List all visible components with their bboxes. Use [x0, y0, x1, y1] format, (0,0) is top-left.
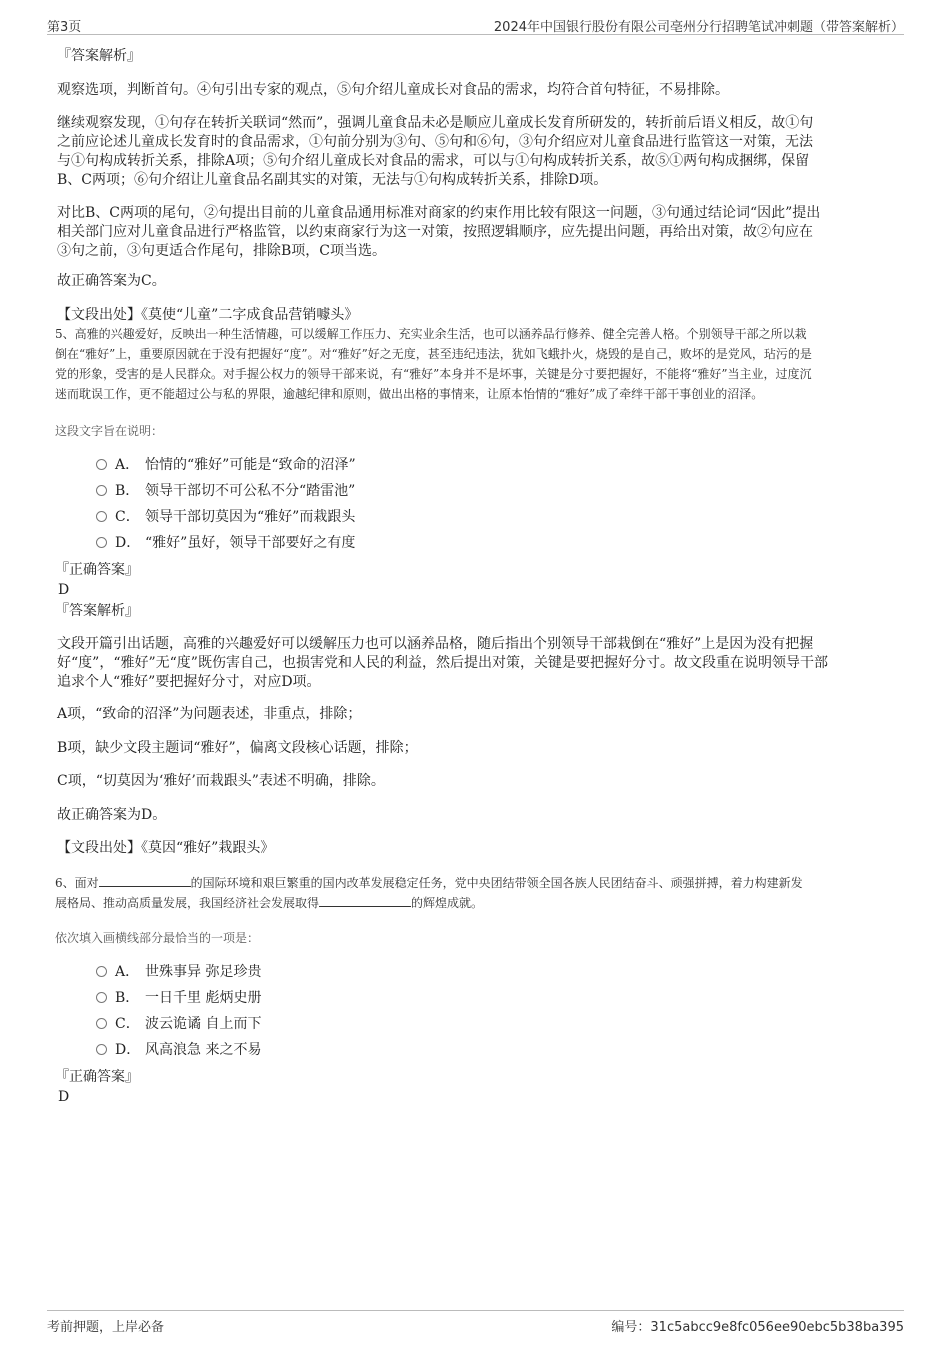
analysis-label: 『答案解析』 [57, 48, 141, 64]
radio-icon[interactable] [96, 459, 107, 470]
page-header [47, 12, 904, 35]
correct-answer: D [58, 582, 70, 598]
text-line: 相关部门应对儿童食品进行严格监管，以约束商家行为这一对策，按照逻辑顺序，应先提出问题，再给出对策，故②句应在 [57, 224, 813, 240]
option-b[interactable] [96, 481, 355, 501]
correct-answer-label: 『正确答案』 [55, 562, 139, 578]
source-citation: 【文段出处】《莫使“儿童”二字成食品营销噱头》 [57, 307, 359, 323]
option-text: 世殊事异 弥足珍贵 [145, 964, 262, 980]
option-letter: D． [115, 1042, 141, 1058]
analysis-paragraph [57, 114, 892, 190]
text-line: 好“度”，“雅好”无“度”既伤害自己，也损害党和人民的利益，然后提出对策，关键是要把握好分寸。故文段重在说明领导干部 [57, 655, 828, 671]
option-letter: C． [115, 1016, 140, 1032]
option-text: “雅好”虽好，领导干部要好之有度 [145, 535, 356, 551]
conclusion-text: 故正确答案为C。 [57, 273, 166, 289]
analysis-paragraph [57, 635, 892, 692]
correct-answer: D [58, 1089, 70, 1105]
analysis-paragraph [57, 204, 892, 261]
option-d[interactable] [96, 533, 355, 553]
text-line: 对比B、C两项的尾句，②句提出目前的儿童食品通用标准对商家的约束作用比较有限这一问题，③句通过结论词“因此”提出 [57, 205, 821, 221]
text-line: B、C两项；⑥句介绍让儿童食品名副其实的对策，无法与①句构成转折关系，排除D项。 [57, 172, 608, 188]
stem-text: 的国际环境和艰巨繁重的国内改革发展稳定任务，党中央团结带领全国各族人民团结奋斗、顽强拼搏，着力构建新发 [190, 876, 803, 890]
stem-text: 6、面对 [55, 876, 99, 890]
text-line: 倒在“雅好”上，重要原因就在于没有把握好“度”。对“雅好”好之无度，甚至违纪违法，犹如飞蛾扑火，烧毁的是自己，败坏的是党风，玷污的是 [55, 347, 812, 361]
option-a[interactable] [96, 455, 356, 475]
conclusion-text: 故正确答案为D。 [57, 807, 167, 823]
option-letter: B． [115, 483, 140, 499]
option-c[interactable] [96, 1014, 261, 1034]
text-line [55, 873, 895, 893]
radio-icon[interactable] [96, 1044, 107, 1055]
option-text: 怡情的“雅好”可能是“致命的沼泽” [145, 457, 356, 473]
option-a[interactable] [96, 962, 261, 982]
option-text: 一日千里 彪炳史册 [145, 990, 262, 1006]
option-letter: A． [115, 457, 140, 473]
question-prompt: 依次填入画横线部分最恰当的一项是： [55, 931, 260, 945]
document-id: 编号：31c5abcc9e8fc056ee90ebc5b38ba395 [611, 1320, 904, 1335]
footer-slogan: 考前押题，上岸必备 [47, 1320, 165, 1335]
option-letter: B． [115, 990, 140, 1006]
text-line: ③句之前，③句更适合作尾句，排除B项，C项当选。 [57, 243, 386, 259]
option-letter: C． [115, 509, 140, 525]
text-line [55, 893, 895, 913]
stem-text: 的辉煌成就。 [411, 896, 484, 910]
text-line: 5、高雅的兴趣爱好，反映出一种生活情趣，可以缓解工作压力、充实业余生活，也可以涵养品行修养、健全完善人格。个别领导干部之所以栽 [55, 327, 807, 341]
stem-text: 展格局、推动高质量发展，我国经济社会发展取得 [55, 896, 320, 910]
option-text: 风高浪急 来之不易 [145, 1042, 262, 1058]
question-5-stem [55, 324, 895, 404]
radio-icon[interactable] [96, 1018, 107, 1029]
text-line: 追求个人“雅好”要把握好分寸，对应D项。 [57, 674, 321, 690]
text-line: 党的形象，受害的是人民群众。对手握公权力的领导干部来说，有“雅好”本身并不是坏事，关键是分寸要把握好，不能将“雅好”当主业，过度沉 [55, 367, 812, 381]
option-d[interactable] [96, 1040, 261, 1060]
analysis-label: 『答案解析』 [55, 603, 139, 619]
radio-icon[interactable] [96, 537, 107, 548]
analysis-paragraph: 观察选项，判断首句。④句引出专家的观点，⑤句介绍儿童成长对食品的需求，均符合首句特征，不易排除。 [57, 82, 729, 98]
text-line: 与①句构成转折关系，排除A项；⑤句介绍儿童成长对食品的需求，可以与①句构成转折关系，故⑤①两句构成捆绑，保留 [57, 153, 810, 169]
source-citation: 【文段出处】《莫因“雅好”栽跟头》 [57, 840, 275, 856]
fill-blank [319, 894, 411, 907]
radio-icon[interactable] [96, 966, 107, 977]
option-text: 领导干部切莫因为“雅好”而栽跟头 [145, 509, 356, 525]
option-text: 领导干部切不可公私不分“踏雷池” [145, 483, 356, 499]
radio-icon[interactable] [96, 485, 107, 496]
text-line: 之前应论述儿童成长发育时的食品需求，①句前分别为③句、⑤句和⑥句，③句介绍应对儿童食品进行监管这一对策，无法 [57, 134, 813, 150]
radio-icon[interactable] [96, 511, 107, 522]
question-prompt: 这段文字旨在说明： [55, 424, 164, 438]
page-footer [47, 1310, 904, 1333]
option-explanation: B项，缺少文段主题词“雅好”，偏离文段核心话题，排除； [57, 740, 418, 756]
option-explanation: C项，“切莫因为‘雅好’而栽跟头”表述不明确，排除。 [57, 773, 385, 789]
text-line: 文段开篇引出话题，高雅的兴趣爱好可以缓解压力也可以涵养品格，随后指出个别领导干部栽倒在“雅好”上是因为没有把握 [57, 636, 814, 652]
option-explanation: A项，“致命的沼泽”为问题表述，非重点，排除； [57, 706, 362, 722]
text-line: 迷而耽误工作，更不能超过公与私的界限，逾越纪律和原则，做出出格的事情来，让原本怡情的“雅好”成了牵绊干部干事创业的沼泽。 [55, 387, 764, 401]
radio-icon[interactable] [96, 992, 107, 1003]
option-b[interactable] [96, 988, 261, 1008]
option-letter: D． [115, 535, 141, 551]
document-title: 2024年中国银行股份有限公司亳州分行招聘笔试冲刺题（带答案解析） [493, 20, 904, 35]
fill-blank [99, 874, 191, 887]
correct-answer-label: 『正确答案』 [55, 1069, 139, 1085]
text-line: 继续观察发现，①句存在转折关联词“然而”，强调儿童食品未必是顺应儿童成长发育所研发的，转折前后语义相反，故①句 [57, 115, 814, 131]
question-6-stem [55, 873, 895, 913]
page-number: 第3页 [47, 20, 82, 35]
option-letter: A． [115, 964, 140, 980]
option-c[interactable] [96, 507, 355, 527]
option-text: 波云诡谲 自上而下 [145, 1016, 262, 1032]
